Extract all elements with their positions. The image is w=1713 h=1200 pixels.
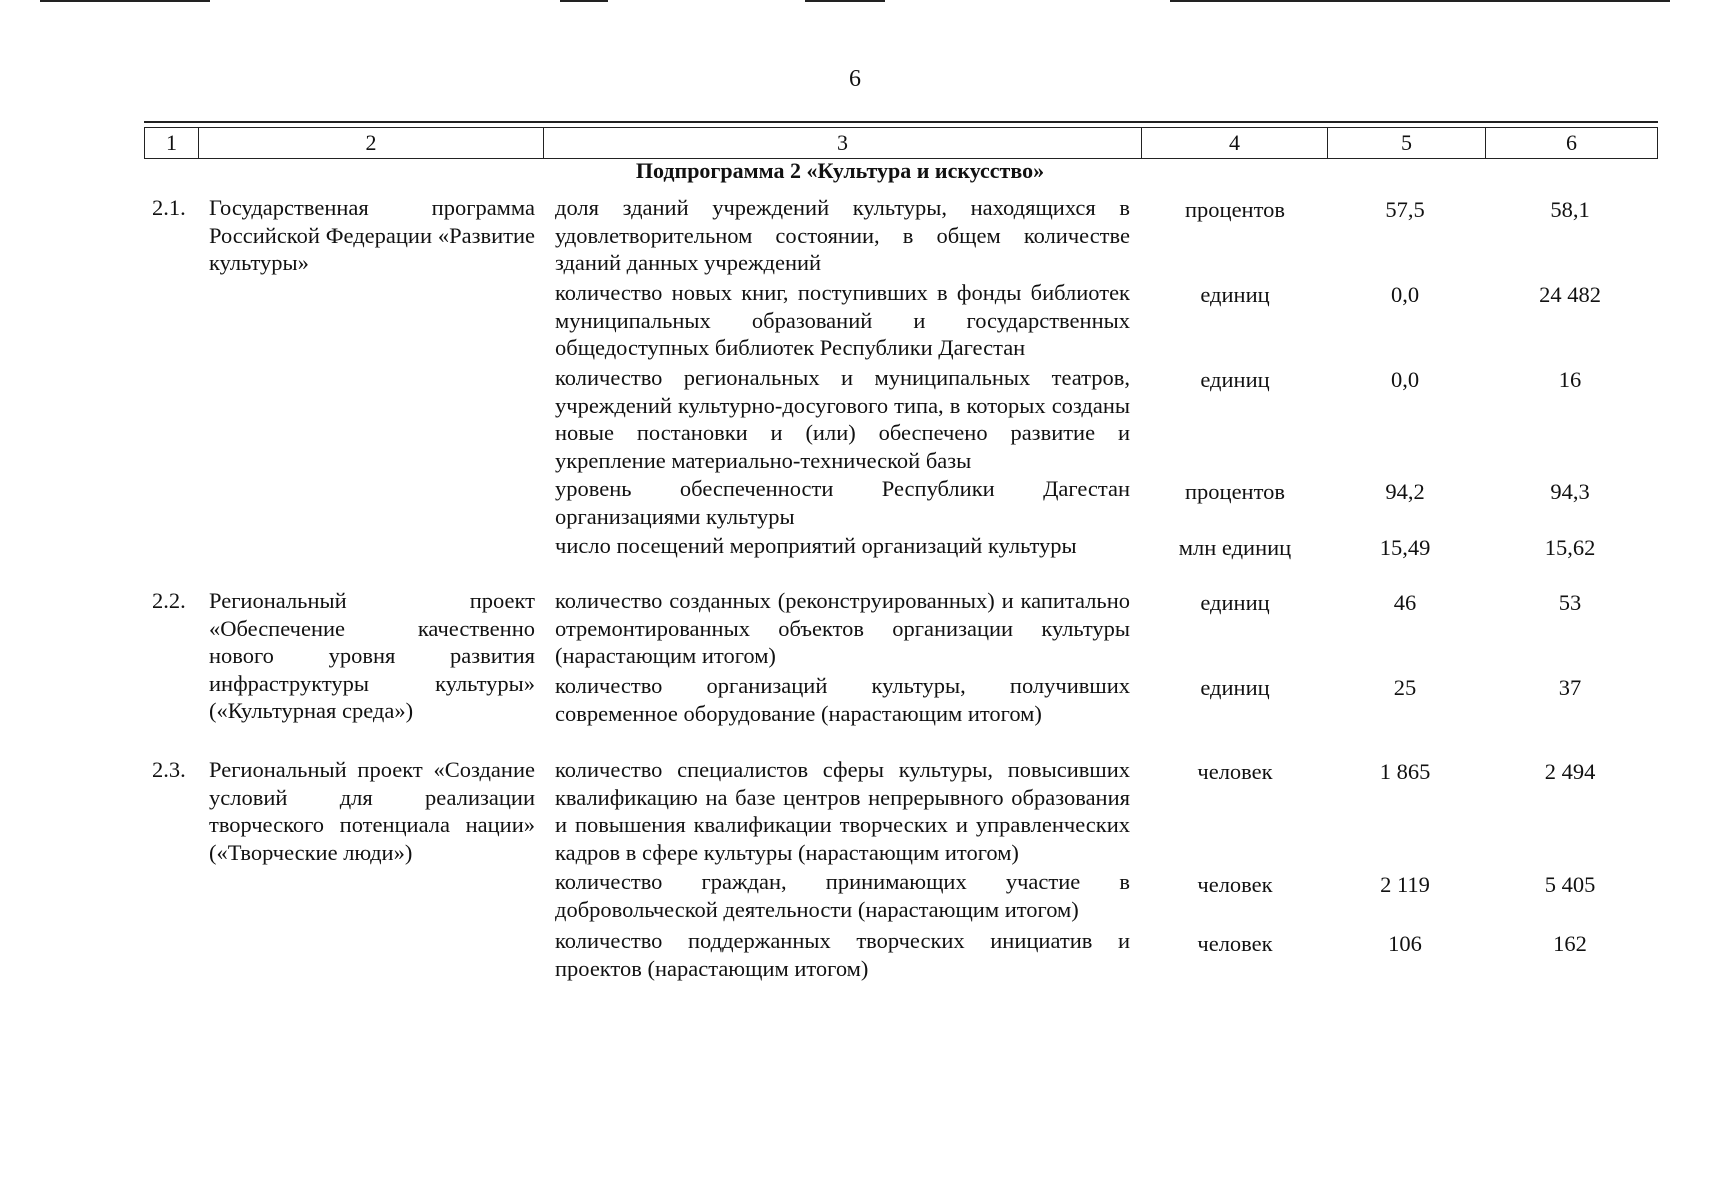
value-col6: 58,1	[1550, 197, 1590, 222]
value-col5: 0,0	[1390, 282, 1420, 307]
value-col6: 53	[1558, 590, 1582, 615]
value-col5: 25	[1393, 675, 1417, 700]
indicator-text: уровень обеспеченности Республики Дагестан организациями культуры	[555, 476, 1130, 529]
page-number: 6	[849, 66, 861, 92]
scan-edge-line	[805, 0, 885, 2]
section-number: 2.2.	[152, 588, 186, 613]
unit-of-measure: единиц	[1200, 282, 1270, 307]
value-col5: 15,49	[1379, 535, 1431, 560]
value-col6: 24 482	[1539, 282, 1601, 307]
indicator-text: количество региональных и муниципальных театров, учреждений культурно-досугового типа, в которых созданы новые постановки и (или) обеспечено развитие и укрепление материально-технической базы	[555, 365, 1130, 473]
scan-edge-line	[560, 0, 608, 2]
header-cell-3: 3	[544, 127, 1142, 159]
section-number: 2.3.	[152, 757, 186, 782]
value-col5: 1 865	[1379, 759, 1431, 784]
value-col5: 106	[1388, 931, 1422, 956]
section-number: 2.1.	[152, 195, 186, 220]
value-col6: 94,3	[1550, 479, 1590, 504]
header-cell-4: 4	[1142, 127, 1328, 159]
unit-of-measure: млн единиц	[1178, 535, 1292, 560]
value-col6: 5 405	[1544, 872, 1596, 897]
header-cell-6: 6	[1486, 127, 1658, 159]
value-col5: 0,0	[1390, 367, 1420, 392]
table-top-rule	[144, 121, 1658, 123]
indicator-text: количество специалистов сферы культуры, повысивших квалификацию на базе центров непрерывного образования и повышения квалификации творческих и управленческих кадров в сфере культуры (нарастающим итогом)	[555, 757, 1130, 865]
program-name: Региональный проект «Создание условий для реализации творческого потенциала нации» («Творческие люди»)	[209, 757, 535, 865]
header-cell-1: 1	[144, 127, 199, 159]
indicator-text: доля зданий учреждений культуры, находящихся в удовлетворительном состоянии, в общем количестве зданий данных учреждений	[555, 195, 1130, 275]
unit-of-measure: процентов	[1184, 197, 1286, 222]
header-cell-2: 2	[199, 127, 544, 159]
subprogram-title: Подпрограмма 2 «Культура и искусство»	[635, 158, 1045, 183]
value-col5: 2 119	[1380, 872, 1430, 897]
unit-of-measure: единиц	[1200, 675, 1270, 700]
value-col6: 37	[1558, 675, 1582, 700]
program-name: Региональный проект «Обеспечение качественно нового уровня развития инфраструктуры культуры» («Культурная среда»)	[209, 588, 535, 723]
indicator-text: число посещений мероприятий организаций культуры	[555, 533, 1077, 558]
program-name: Государственная программа Российской Федерации «Развитие культуры»	[209, 195, 535, 275]
unit-of-measure: человек	[1197, 872, 1273, 897]
unit-of-measure: человек	[1197, 759, 1273, 784]
value-col6: 2 494	[1544, 759, 1596, 784]
indicator-text: количество созданных (реконструированных) и капитально отремонтированных объектов организации культуры (нарастающим итогом)	[555, 588, 1130, 668]
unit-of-measure: человек	[1197, 931, 1273, 956]
indicator-text: количество организаций культуры, получивших современное оборудование (нарастающим итогом)	[555, 673, 1130, 726]
value-col5: 94,2	[1385, 479, 1425, 504]
indicator-text: количество новых книг, поступивших в фонды библиотек муниципальных образований и государственных общедоступных библиотек Республики Дагестан	[555, 280, 1130, 360]
scan-edge-line	[40, 0, 210, 2]
indicator-text: количество граждан, принимающих участие в добровольческой деятельности (нарастающим итогом)	[555, 869, 1130, 922]
scan-edge-line	[1170, 0, 1670, 2]
value-col5: 46	[1393, 590, 1417, 615]
unit-of-measure: процентов	[1184, 479, 1286, 504]
unit-of-measure: единиц	[1200, 590, 1270, 615]
indicator-text: количество поддержанных творческих инициатив и проектов (нарастающим итогом)	[555, 928, 1130, 981]
value-col6: 162	[1553, 931, 1587, 956]
unit-of-measure: единиц	[1200, 367, 1270, 392]
header-cell-5: 5	[1328, 127, 1486, 159]
value-col6: 16	[1558, 367, 1582, 392]
value-col6: 15,62	[1544, 535, 1596, 560]
value-col5: 57,5	[1385, 197, 1425, 222]
